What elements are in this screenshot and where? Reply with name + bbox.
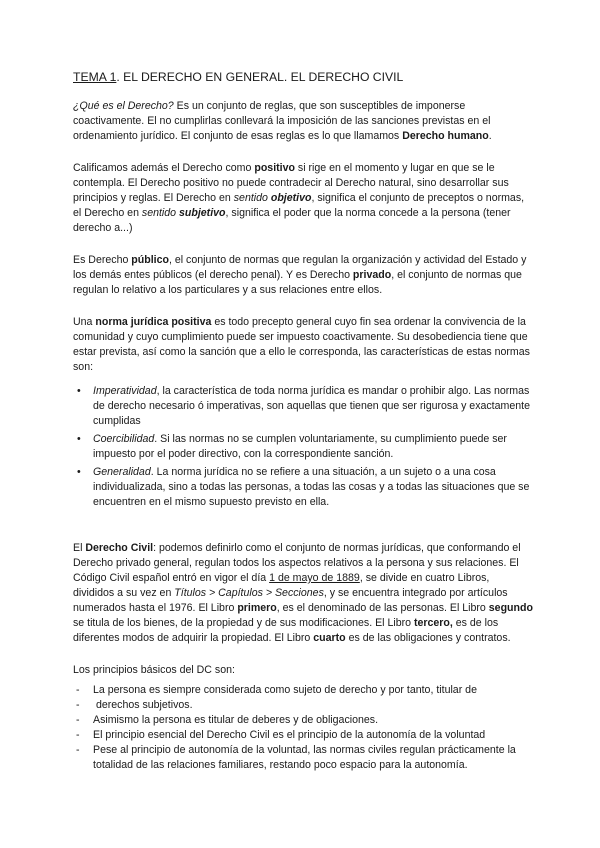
list-item bbox=[73, 683, 533, 698]
dash-icon: - bbox=[76, 699, 80, 711]
term-libro-segundo: segundo bbox=[488, 602, 533, 614]
list-term: Generalidad bbox=[93, 466, 151, 478]
paragraph-text: Es Derecho bbox=[73, 254, 132, 266]
date-vigor: 1 de mayo de 1889 bbox=[269, 572, 360, 584]
paragraph-norma-juridica bbox=[73, 315, 533, 375]
list-text: , la característica de toda norma jurídica es mandar o prohibir algo. Las normas de derecho necesario ó imperativas, son aquellas que tienen que ser rigurosa y exactamente cumplidas bbox=[93, 385, 530, 427]
paragraph-text: , el conjunto de normas que regulan lo relativo a los particulares y a sus relaciones entre ellos. bbox=[73, 269, 522, 296]
term-privado: privado bbox=[352, 269, 392, 281]
list-text: . Si las normas no se cumplen voluntariamente, su cumplimiento puede ser impuesto por el poder directivo, con la correspondiente sanción. bbox=[93, 433, 507, 460]
paragraph-text: es todo precepto general cuyo fin sea ordenar la convivencia de la comunidad y cuyo cumplimiento puede ser impuesto coactivamente. Su desobediencia tiene que estar prevista, así como la sanción que a ello le corresponda, las características de estas normas son: bbox=[73, 316, 530, 373]
spacer bbox=[73, 528, 533, 541]
paragraph-text: Es un conjunto de reglas, que son susceptibles de imponerse coactivamente. El no cumplirlas conllevará la imposición de las sanciones previstas en el ordenamiento jurídico. El conjunto de esas reglas es lo que llamamos bbox=[73, 100, 491, 142]
paragraph-text: si rige en el momento y lugar en que se le contempla. El Derecho positivo no puede contradecir al Derecho natural, sino desarrollar sus principios y reglas. El Derecho en bbox=[73, 162, 509, 204]
paragraph-derecho-positivo bbox=[73, 161, 533, 236]
term-libro-cuarto: cuarto bbox=[313, 632, 346, 644]
paragraph-text: , se divide en cuatro Libros, divididos a su vez en bbox=[73, 572, 490, 599]
paragraph-text: Calificamos además el Derecho como bbox=[73, 162, 255, 174]
paragraph-text: , significa el conjunto de preceptos o normas, el Derecho en bbox=[73, 192, 525, 219]
term-subjetivo: subjetivo bbox=[179, 207, 226, 219]
bullet-icon: • bbox=[77, 385, 81, 397]
principios-intro: Los principios básicos del DC son: bbox=[73, 664, 235, 676]
list-item-coercibilidad bbox=[73, 432, 533, 462]
list-item-generalidad bbox=[73, 465, 533, 510]
paragraph-text: . bbox=[488, 130, 492, 142]
estructura-text: Títulos > Capítulos > Secciones bbox=[174, 587, 324, 599]
term-positivo: positivo bbox=[254, 162, 295, 174]
paragraph-que-es-el-derecho bbox=[73, 99, 533, 144]
list-item bbox=[73, 698, 533, 713]
title-tema-number: TEMA 1 bbox=[73, 70, 117, 84]
paragraph-text: , el conjunto de normas que regulan la organización y actividad del Estado y los demás entes públicos (el derecho penal). Y es Derecho bbox=[73, 254, 527, 281]
dash-icon: - bbox=[76, 684, 80, 696]
list-term: Imperatividad bbox=[93, 385, 157, 397]
list-term: Coercibilidad bbox=[93, 433, 155, 445]
list-text: Asimismo la persona es titular de deberes y de obligaciones. bbox=[93, 714, 379, 726]
term-libro-tercero: tercero, bbox=[413, 617, 453, 629]
list-text: La persona es siempre considerada como sujeto de derecho y por tanto, titular de bbox=[93, 684, 477, 696]
term-libro-primero: primero bbox=[237, 602, 277, 614]
bullet-icon: • bbox=[77, 433, 81, 445]
italic-text: sentido bbox=[141, 207, 180, 219]
paragraph-text: se titula de los bienes, de la propiedad y de sus modificaciones. El Libro bbox=[73, 617, 414, 629]
paragraph-derecho-civil bbox=[73, 541, 533, 646]
paragraph-publico-privado bbox=[73, 253, 533, 298]
term-publico: público bbox=[131, 254, 169, 266]
term-norma-juridica-positiva: norma jurídica positiva bbox=[95, 316, 212, 328]
paragraph-text: , es el denominado de las personas. El Libro bbox=[276, 602, 489, 614]
question-text: ¿Qué es el Derecho? bbox=[73, 100, 174, 112]
page-title bbox=[73, 70, 533, 84]
dash-icon: - bbox=[76, 714, 80, 726]
paragraph-text: , y se encuentra integrado por artículos numerados hasta el 1976. El Libro bbox=[73, 587, 508, 614]
bullet-icon: • bbox=[77, 466, 81, 478]
paragraph-text: El bbox=[73, 542, 86, 554]
list-text: . La norma jurídica no se refiere a una situación, a un sujeto o a una cosa individualizada, sino a todas las personas, a todas las cosas y a todas las situaciones que se encuentren en el mismo supuesto previsto en ella. bbox=[93, 466, 530, 508]
dash-icon: - bbox=[76, 729, 80, 741]
list-item bbox=[73, 713, 533, 728]
list-text: El principio esencial del Derecho Civil es el principio de la autonomía de la voluntad bbox=[93, 729, 486, 741]
paragraph-text: Una bbox=[73, 316, 96, 328]
term-derecho-civil: Derecho Civil bbox=[85, 542, 154, 554]
term-objetivo: objetivo bbox=[270, 192, 312, 204]
paragraph-text: : podemos definirlo como el conjunto de normas jurídicas, que conformando el Derecho privado general, regulan todos los aspectos relativos a la persona y sus relaciones. El Código Civil español entró en vigor el día bbox=[73, 542, 521, 584]
paragraph-text: , significa el poder que la norma concede a la persona (tener derecho a...) bbox=[73, 207, 511, 234]
list-text: Pese al principio de autonomía de la voluntad, las normas civiles regulan prácticamente la totalidad de las relaciones familiares, restando poco espacio para la autonomía. bbox=[93, 744, 516, 771]
italic-text: sentido bbox=[233, 192, 271, 204]
list-item-imperatividad bbox=[73, 384, 533, 429]
caracteristicas-list bbox=[73, 384, 533, 510]
list-item bbox=[73, 728, 533, 743]
document-page bbox=[73, 70, 533, 773]
paragraph-text: es de los diferentes modos de adquirir la propiedad. El Libro bbox=[73, 617, 499, 644]
list-item bbox=[73, 743, 533, 773]
term-derecho-humano: Derecho humano bbox=[402, 130, 489, 142]
title-text: . EL DERECHO EN GENERAL. EL DERECHO CIVIL bbox=[116, 70, 404, 84]
paragraph-text: es de las obligaciones y contratos. bbox=[345, 632, 511, 644]
principios-list bbox=[73, 683, 533, 773]
list-text: derechos subjetivos. bbox=[93, 699, 193, 711]
dash-icon: - bbox=[76, 744, 80, 756]
